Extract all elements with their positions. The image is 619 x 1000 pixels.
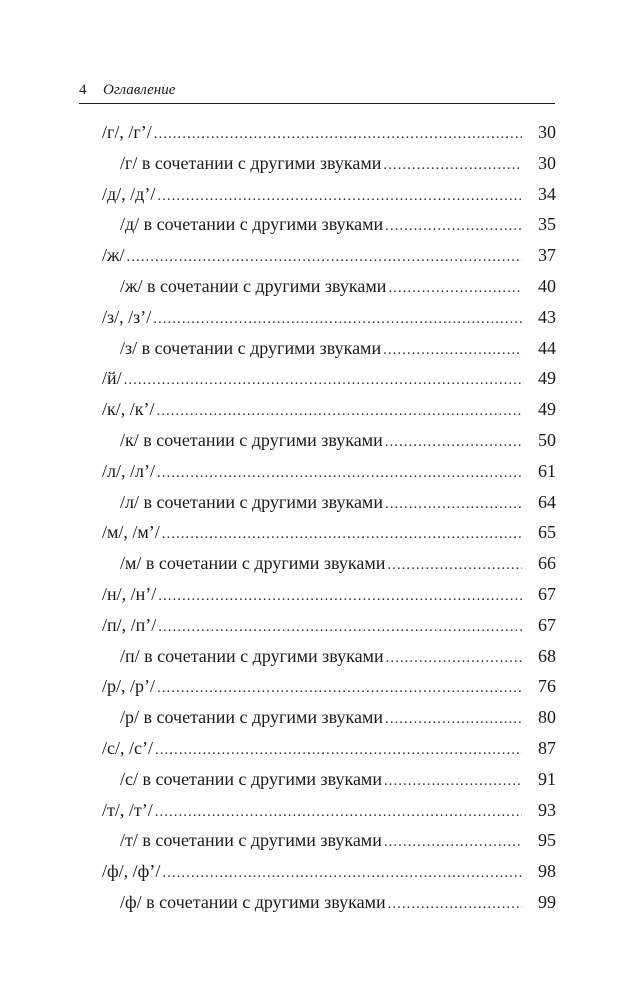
toc-entry[interactable] <box>0 179 619 210</box>
toc-entry-label: /ж/ в сочетании с другими звуками <box>120 275 387 296</box>
toc-entry-label: /з/, /з’/ <box>102 306 152 327</box>
toc-entry[interactable] <box>0 487 619 518</box>
toc-entry-page-number: 34 <box>538 183 556 204</box>
dot-leader <box>386 643 522 673</box>
toc-entry-line <box>102 579 522 611</box>
toc-entry-line <box>102 363 522 395</box>
toc-entry-label: /м/, /м’/ <box>102 522 160 543</box>
dot-leader <box>388 889 522 919</box>
toc-entry-label: /л/, /л’/ <box>102 460 155 481</box>
toc-entry-page-number: 44 <box>538 337 556 358</box>
dot-leader <box>155 797 522 827</box>
dot-leader <box>384 827 522 857</box>
toc-entry[interactable] <box>0 764 619 795</box>
toc-entry-page-number: 87 <box>538 737 556 758</box>
toc-entry[interactable] <box>0 271 619 302</box>
toc-entry-page-number: 67 <box>538 583 556 604</box>
dot-leader <box>384 766 522 796</box>
toc-entry-label: /ф/, /ф’/ <box>102 861 161 882</box>
dot-leader <box>158 612 522 642</box>
toc-entry[interactable] <box>0 795 619 826</box>
toc-entry-label: /с/, /с’/ <box>102 737 153 758</box>
toc-entry[interactable] <box>0 579 619 610</box>
toc-entry-page-number: 49 <box>538 399 556 420</box>
dot-leader <box>385 704 522 734</box>
toc-entry-page-number: 49 <box>538 368 556 389</box>
toc-entry[interactable] <box>0 887 619 918</box>
toc-entry-label: /т/ в сочетании с другими звуками <box>120 830 382 851</box>
toc-entry-label: /к/ в сочетании с другими звуками <box>120 429 383 450</box>
toc-entry-line <box>120 333 522 365</box>
dot-leader <box>385 211 522 241</box>
dot-leader <box>162 858 522 888</box>
toc-entry[interactable] <box>0 456 619 487</box>
toc-entry-page-number: 95 <box>538 830 556 851</box>
dot-leader <box>157 181 522 211</box>
toc-entry-line <box>102 117 522 149</box>
toc-entry-label: /й/ <box>102 368 122 389</box>
toc-entry[interactable] <box>0 302 619 333</box>
dot-leader <box>124 365 522 395</box>
toc-entry-line <box>120 271 522 303</box>
dot-leader <box>155 735 522 765</box>
toc-entry-line <box>120 702 522 734</box>
toc-entry-line <box>120 764 522 796</box>
toc-entry-line <box>120 487 522 519</box>
toc-entry-label: /р/, /р’/ <box>102 676 155 697</box>
dot-leader <box>387 550 522 580</box>
toc-entry-label: /к/, /к’/ <box>102 399 155 420</box>
toc-entry-label: /з/ в сочетании с другими звуками <box>120 337 382 358</box>
toc-entry-page-number: 30 <box>538 152 556 173</box>
toc-entry-page-number: 76 <box>538 676 556 697</box>
dot-leader <box>383 335 522 365</box>
toc-entry[interactable] <box>0 702 619 733</box>
toc-entry-line <box>102 671 522 703</box>
toc-entry[interactable] <box>0 733 619 764</box>
toc-entry-label: /м/ в сочетании с другими звуками <box>120 553 386 574</box>
dot-leader <box>157 673 522 703</box>
toc-entry-label: /д/, /д’/ <box>102 183 156 204</box>
running-title: Оглавление <box>103 82 176 98</box>
toc-entry-line <box>102 240 522 272</box>
dot-leader <box>126 242 522 272</box>
toc-entry-page-number: 50 <box>538 429 556 450</box>
dot-leader <box>385 427 522 457</box>
page-header <box>79 80 555 104</box>
toc-entry[interactable] <box>0 517 619 548</box>
dot-leader <box>157 458 522 488</box>
toc-entry-label: /п/, /п’/ <box>102 614 157 635</box>
toc-entry-line <box>120 887 522 919</box>
toc-entry-line <box>120 209 522 241</box>
table-of-contents <box>0 117 619 918</box>
dot-leader <box>154 119 522 149</box>
toc-entry[interactable] <box>0 671 619 702</box>
toc-entry[interactable] <box>0 641 619 672</box>
toc-entry-label: /ф/ в сочетании с другими звуками <box>120 891 386 912</box>
toc-entry-page-number: 61 <box>538 460 556 481</box>
toc-entry-page-number: 98 <box>538 861 556 882</box>
toc-entry-page-number: 99 <box>538 891 556 912</box>
toc-entry[interactable] <box>0 425 619 456</box>
toc-entry-label: /р/ в сочетании с другими звуками <box>120 707 383 728</box>
toc-entry-page-number: 68 <box>538 645 556 666</box>
toc-entry-label: /л/ в сочетании с другими звуками <box>120 491 383 512</box>
toc-entry-page-number: 37 <box>538 245 556 266</box>
toc-entry-line <box>120 425 522 457</box>
dot-leader <box>162 519 522 549</box>
dot-leader <box>385 489 522 519</box>
toc-entry[interactable] <box>0 610 619 641</box>
toc-entry-page-number: 65 <box>538 522 556 543</box>
toc-entry-label: /ж/ <box>102 245 125 266</box>
toc-entry[interactable] <box>0 240 619 271</box>
toc-entry-label: /н/, /н’/ <box>102 583 157 604</box>
toc-entry-line <box>120 825 522 857</box>
toc-entry-page-number: 67 <box>538 614 556 635</box>
toc-entry-label: /т/, /т’/ <box>102 799 153 820</box>
toc-entry-page-number: 91 <box>538 768 556 789</box>
toc-entry[interactable] <box>0 825 619 856</box>
dot-leader <box>157 396 523 426</box>
toc-entry[interactable] <box>0 856 619 887</box>
toc-entry-label: /д/ в сочетании с другими звуками <box>120 214 384 235</box>
toc-entry[interactable] <box>0 548 619 579</box>
page-number: 4 <box>79 82 87 98</box>
toc-entry-line <box>102 856 522 888</box>
toc-entry[interactable] <box>0 394 619 425</box>
toc-entry[interactable] <box>0 117 619 148</box>
toc-entry-line <box>102 302 522 334</box>
toc-entry-label: /г/ в сочетании с другими звуками <box>120 152 382 173</box>
dot-leader <box>383 150 522 180</box>
toc-entry-page-number: 80 <box>538 707 556 728</box>
toc-entry-line <box>102 517 522 549</box>
toc-entry[interactable] <box>0 148 619 179</box>
dot-leader <box>153 304 522 334</box>
toc-entry-line <box>102 795 522 827</box>
toc-entry[interactable] <box>0 363 619 394</box>
toc-entry-page-number: 40 <box>538 275 556 296</box>
toc-entry-line <box>102 394 522 426</box>
header-rule <box>79 103 555 104</box>
toc-entry-page-number: 30 <box>538 122 556 142</box>
toc-entry-line <box>120 641 522 673</box>
toc-entry-page-number: 66 <box>538 553 556 574</box>
toc-entry-page-number: 64 <box>538 491 556 512</box>
toc-entry-line <box>102 179 522 211</box>
toc-entry[interactable] <box>0 333 619 364</box>
toc-entry-line <box>102 733 522 765</box>
toc-entry-label: /с/ в сочетании с другими звуками <box>120 768 382 789</box>
toc-entry[interactable] <box>0 209 619 240</box>
toc-entry-page-number: 43 <box>538 306 556 327</box>
toc-entry-page-number: 93 <box>538 799 556 820</box>
toc-entry-line <box>120 548 522 580</box>
toc-entry-line <box>120 148 522 180</box>
toc-entry-page-number: 35 <box>538 214 556 235</box>
toc-entry-label: /п/ в сочетании с другими звуками <box>120 645 384 666</box>
dot-leader <box>158 581 522 611</box>
toc-entry-label: /г/, /г’/ <box>102 122 152 142</box>
toc-entry-line <box>102 456 522 488</box>
dot-leader <box>388 273 522 303</box>
toc-entry-line <box>102 610 522 642</box>
